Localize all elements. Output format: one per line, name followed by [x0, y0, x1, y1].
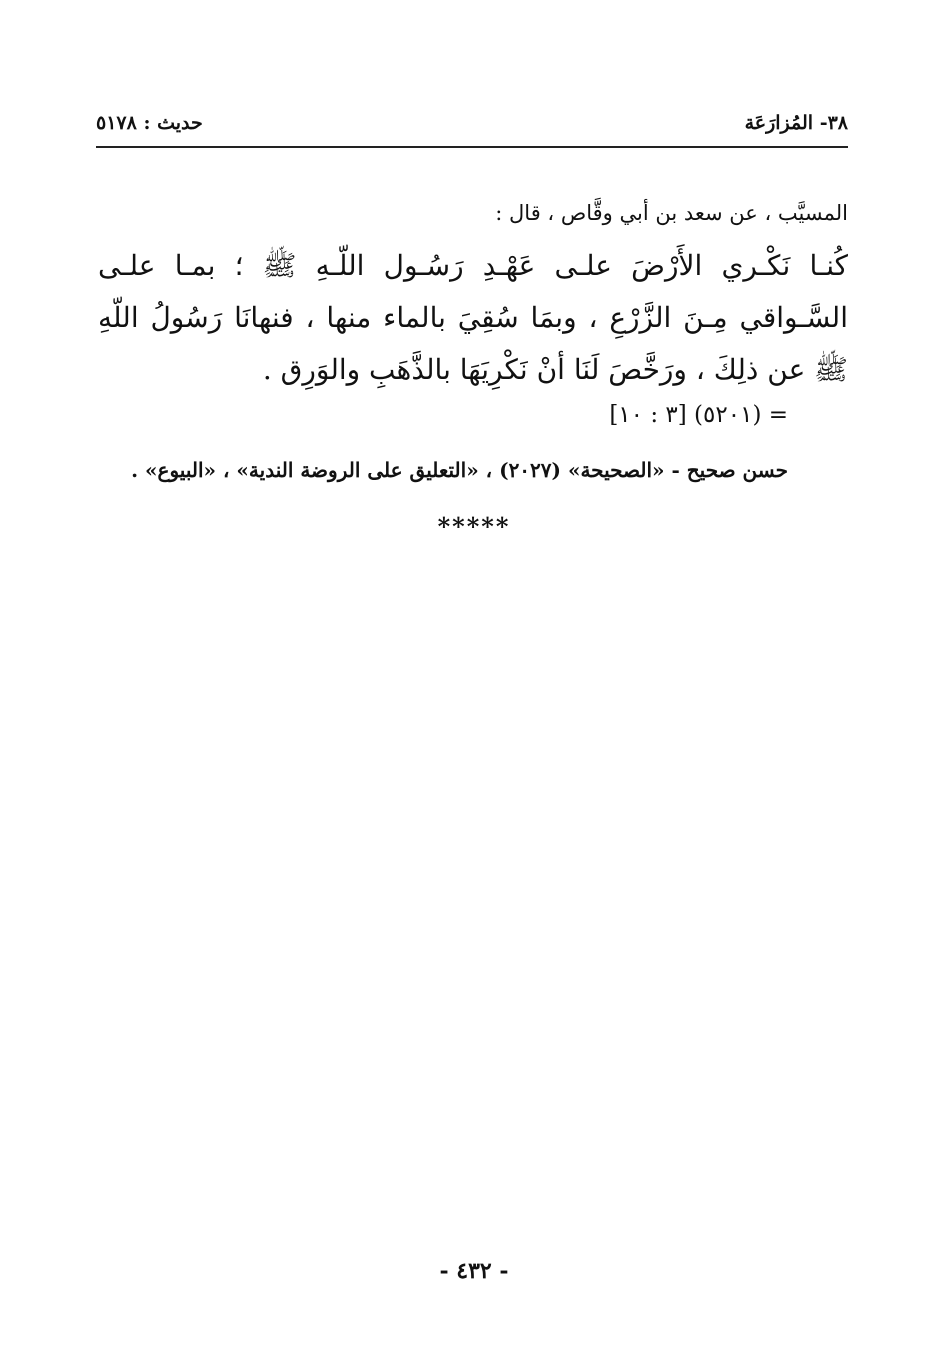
hadith-grading: حسن صحيح - «الصحيحة» (٢٠٢٧) ، «التعليق على الروضة الندية» ، «البيوع» . [131, 458, 788, 482]
chapter-title: ٣٨- المُزارَعَة [744, 112, 848, 134]
page-header [96, 108, 848, 148]
hadith-number: حديث : ٥١٧٨ [96, 112, 203, 134]
hadith-text: كُنـا نَكْـري الأَرْضَ علـى عَهْـدِ رَسُـول اللّـهِ ﷺ ؛ بمـا علـى السَّـواقي مِـنَ الزَّرْعِ ، وبمَا سُقِيَ بالماء منها ، فنهانَا رَسُولُ اللّهِ ﷺ عن ذلِكَ ، ورَخَّصَ لَنَا أنْ نَكْرِيَهَا بالذَّهَبِ والوَرِق . [98, 249, 848, 386]
section-separator: ***** [437, 512, 511, 541]
page-number: - ٤٣٢ - [439, 1258, 509, 1284]
isnad-chain: المسيَّب ، عن سعد بن أبي وقَّاص ، قال : [495, 201, 848, 225]
cross-reference: = (٥٢٠١) [٣ : ١٠] [609, 402, 788, 428]
